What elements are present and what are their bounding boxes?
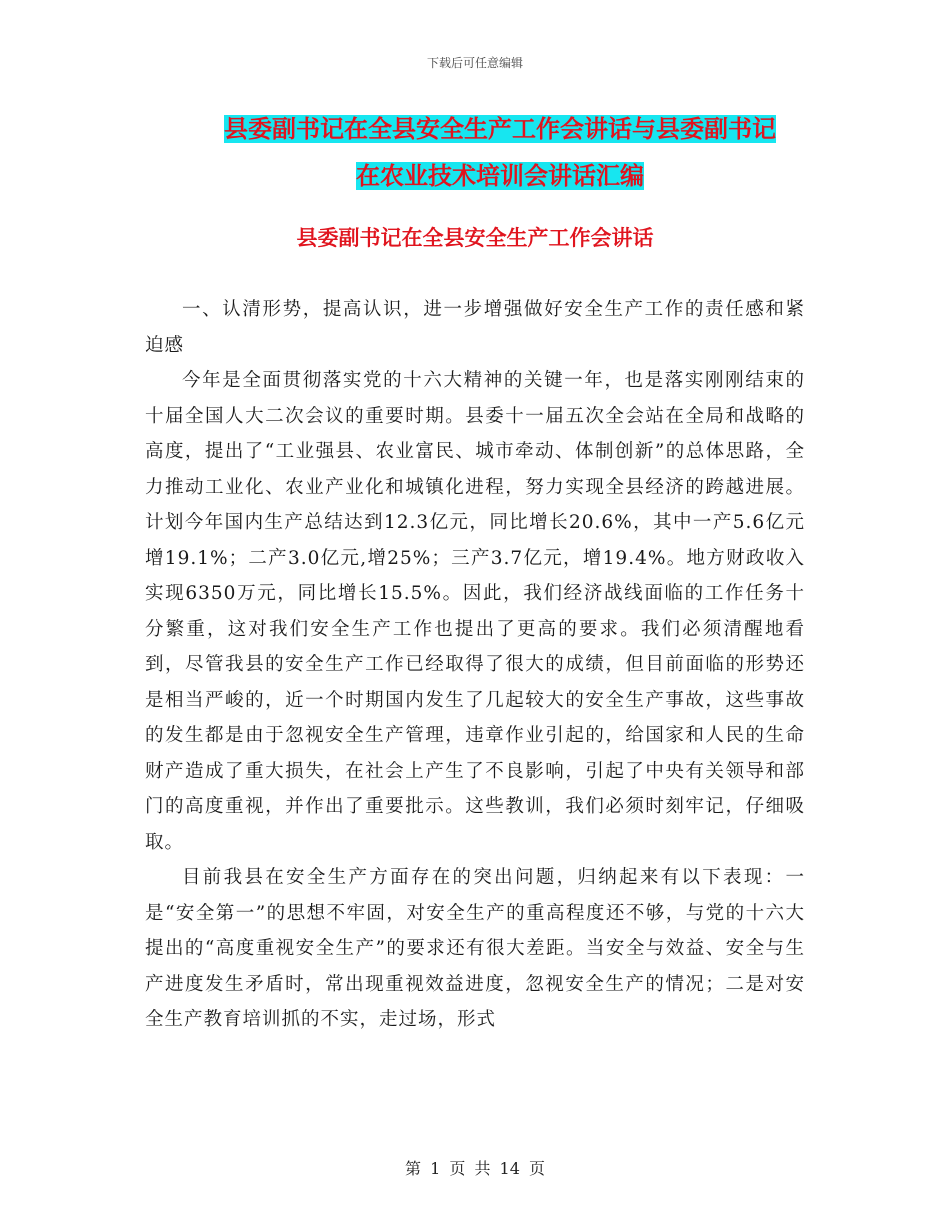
document-title-line-1: 县委副书记在全县安全生产工作会讲话与县委副书记 bbox=[224, 115, 776, 143]
document-body bbox=[145, 292, 805, 1038]
paragraph-heading: 一、认清形势，提高认识，进一步增强做好安全生产工作的责任感和紧迫感 bbox=[145, 299, 805, 356]
section-title: 县委副书记在全县安全生产工作会讲话 bbox=[296, 226, 654, 250]
paragraph: 目前我县在安全生产方面存在的突出问题，归纳起来有以下表现：一是“安全第一”的思想不牢固，对安全生产的重高程度还不够，与党的十六大提出的“高度重视安全生产”的要求还有很大差距。当安全与效益、安全与生产进度发生矛盾时，常出现重视效益进度，忽视安全生产的情况；二是对安全生产教育培训抓的不实，走过场，形式 bbox=[145, 867, 805, 1030]
page-number: 第 1 页 共 14 页 bbox=[405, 1159, 545, 1178]
document-title bbox=[140, 106, 860, 200]
paragraph: 今年是全面贯彻落实党的十六大精神的关键一年，也是落实刚刚结束的十届全国人大二次会议的重要时期。县委十一届五次全会站在全局和战略的高度，提出了“工业强县、农业富民、城市牵动、体制创新”的总体思路，全力推动工业化、农业产业化和城镇化进程，努力实现全县经济的跨越进展。计划今年国内生产总结达到12.3亿元，同比增长20.6%，其中一产5.6亿元增19.1%；二产3.0亿元,增25%；三产3.7亿元，增19.4%。地方财政收入实现6350万元，同比增长15.5%。因此，我们经济战线面临的工作任务十分繁重，这对我们安全生产工作也提出了更高的要求。我们必须清醒地看到，尽管我县的安全生产工作已经取得了很大的成绩，但目前面临的形势还是相当严峻的，近一个时期国内发生了几起较大的安全生产事故，这些事故的发生都是由于忽视安全生产管理，违章作业引起的，给国家和人民的生命财产造成了重大损失，在社会上产生了不良影响，引起了中央有关领导和部门的高度重视，并作出了重要批示。这些教训，我们必须时刻牢记，仔细吸取。 bbox=[145, 370, 805, 853]
document-title-line-2: 在农业技术培训会讲话汇编 bbox=[356, 162, 644, 190]
page-header-note: 下载后可任意编辑 bbox=[426, 56, 523, 70]
